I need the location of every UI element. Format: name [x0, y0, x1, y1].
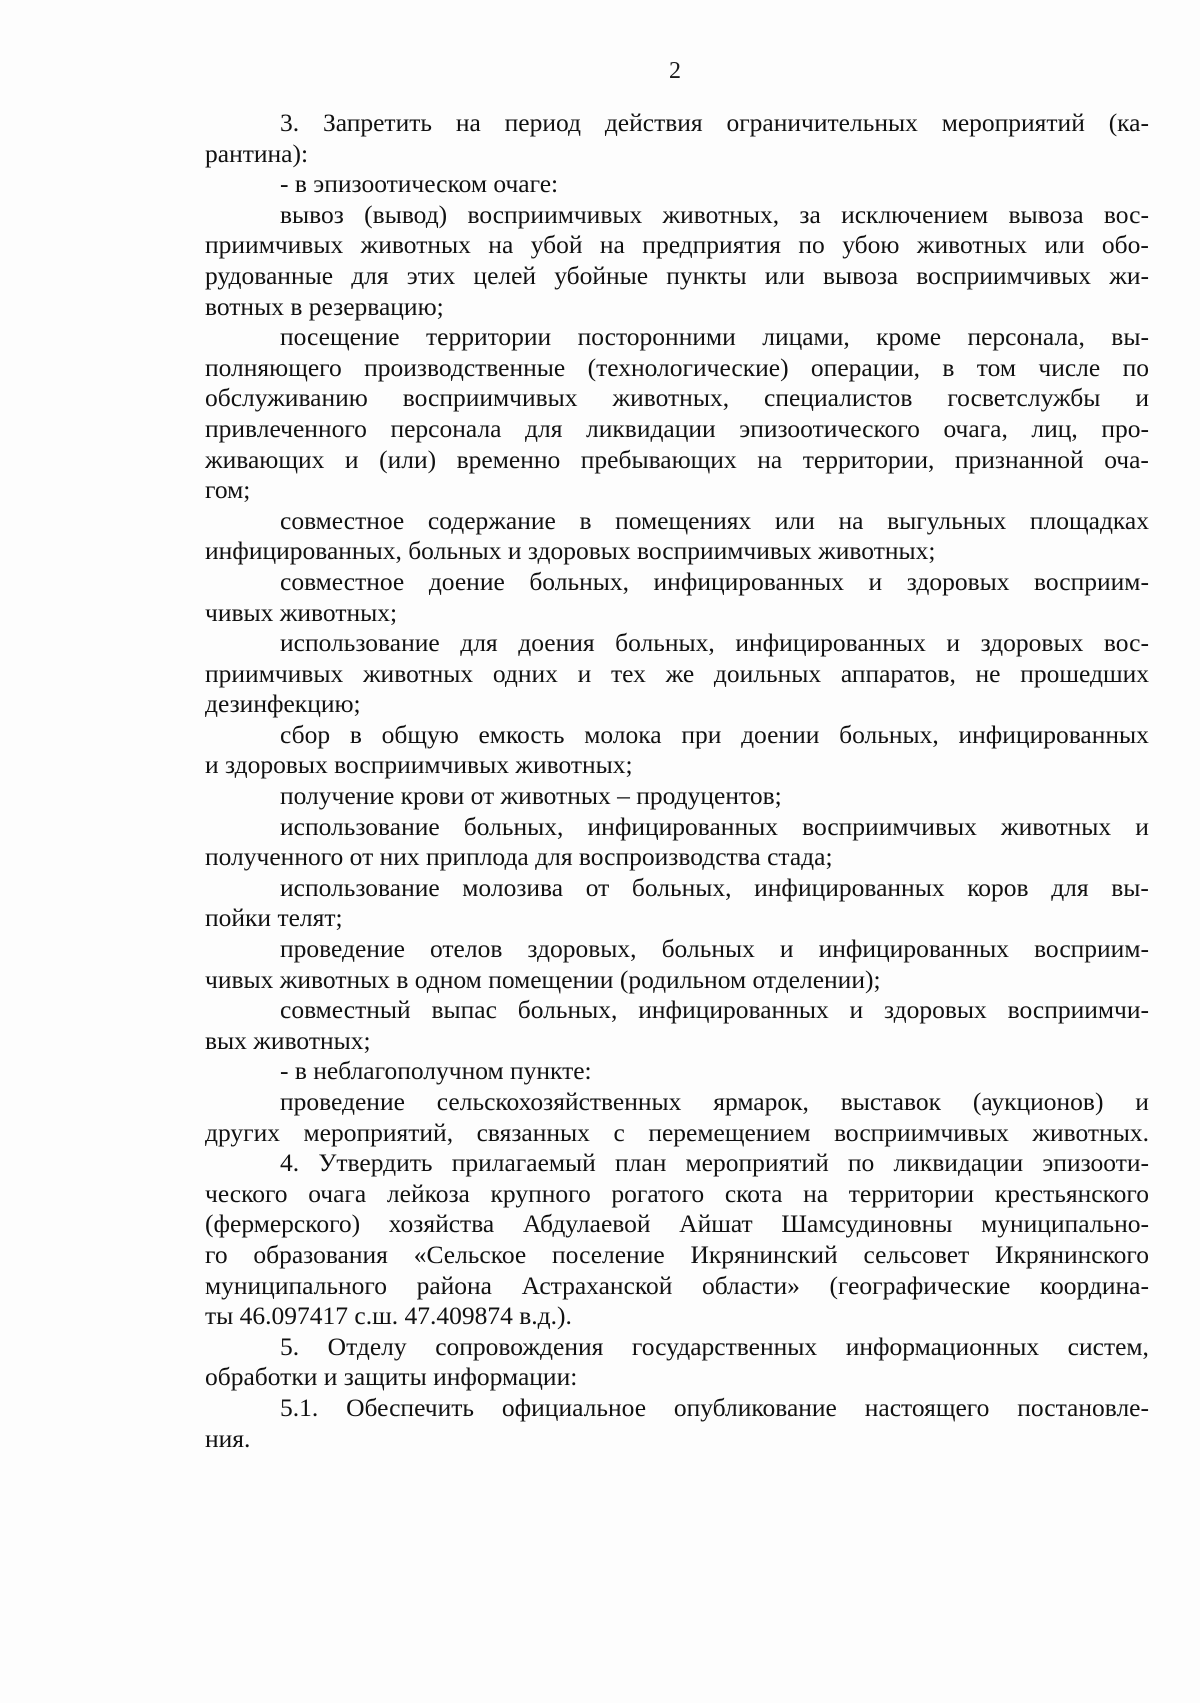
text-line: получение крови от животных – продуцентов;: [280, 781, 782, 811]
text-line: обслуживанию восприимчивых животных, специалистов госветслужбы и: [205, 383, 1149, 413]
text-line: сбор в общую емкость молока при доении больных, инфицированных: [280, 719, 1149, 749]
text-line: живающих и (или) временно пребывающих на территории, признанной оча-: [205, 444, 1149, 474]
text-line: рудованные для этих целей убойные пункты или вывоза восприимчивых жи-: [205, 260, 1149, 290]
text-line: 5.1. Обеспечить официальное опубликование настоящего постановле-: [280, 1392, 1149, 1422]
text-line: других мероприятий, связанных с перемещением восприимчивых животных.: [205, 1117, 1149, 1147]
text-line: приимчивых животных одних и тех же доильных аппаратов, не прошедших: [205, 658, 1149, 688]
document-body: [205, 108, 1149, 1454]
text-line: 4. Утвердить прилагаемый план мероприятий по ликвидации эпизооти-: [280, 1148, 1149, 1178]
text-line: ческого очага лейкоза крупного рогатого скота на территории крестьянского: [205, 1178, 1149, 1208]
text-line: использование больных, инфицированных восприимчивых животных и: [280, 811, 1149, 841]
text-line: ты 46.097417 с.ш. 47.409874 в.д.).: [205, 1301, 572, 1331]
text-line: совместное доение больных, инфицированных и здоровых восприим-: [280, 566, 1149, 596]
text-line: обработки и защиты информации:: [205, 1362, 578, 1392]
text-line: го образования «Сельское поселение Икрянинский сельсовет Икрянинского: [205, 1239, 1149, 1269]
text-line: проведение отелов здоровых, больных и инфицированных восприим-: [280, 934, 1149, 964]
text-line: использование молозива от больных, инфицированных коров для вы-: [280, 872, 1149, 902]
text-line: вывоз (вывод) восприимчивых животных, за исключением вывоза вос-: [280, 199, 1149, 229]
text-line: использование для доения больных, инфицированных и здоровых вос-: [280, 628, 1149, 658]
text-line: привлеченного персонала для ликвидации эпизоотического очага, лиц, про-: [205, 413, 1149, 443]
text-line: приимчивых животных на убой на предприятия по убою животных или обо-: [205, 230, 1149, 260]
text-line: дезинфекцию;: [205, 689, 361, 719]
text-line: - в эпизоотическом очаге:: [280, 169, 559, 199]
text-line: и здоровых восприимчивых животных;: [205, 750, 633, 780]
text-line: вых животных;: [205, 1025, 371, 1055]
page-number: 2: [669, 58, 681, 84]
text-line: полняющего производственные (технологические) операции, в том числе по: [205, 352, 1149, 382]
text-line: рантина):: [205, 138, 309, 168]
text-line: совместный выпас больных, инфицированных и здоровых восприимчи-: [280, 995, 1149, 1025]
text-line: полученного от них приплода для воспроизводства стада;: [205, 842, 833, 872]
text-line: - в неблагополучном пункте:: [280, 1056, 592, 1086]
text-line: чивых животных в одном помещении (родильном отделении);: [205, 964, 881, 994]
text-line: совместное содержание в помещениях или на выгульных площадках: [280, 505, 1149, 535]
text-line: гом;: [205, 475, 251, 505]
text-line: ния.: [205, 1423, 251, 1453]
text-line: инфицированных, больных и здоровых восприимчивых животных;: [205, 536, 936, 566]
text-line: муниципального района Астраханской области» (географические координа-: [205, 1270, 1149, 1300]
text-line: пойки телят;: [205, 903, 343, 933]
text-line: 3. Запретить на период действия ограничительных мероприятий (ка-: [280, 108, 1149, 137]
text-line: проведение сельскохозяйственных ярмарок, выставок (аукционов) и: [280, 1087, 1149, 1116]
text-line: вотных в резервацию;: [205, 291, 444, 321]
text-line: посещение территории посторонними лицами, кроме персонала, вы-: [280, 322, 1149, 352]
text-line: чивых животных;: [205, 597, 398, 627]
text-line: (фермерского) хозяйства Абдулаевой Айшат Шамсудиновны муниципально-: [205, 1209, 1149, 1239]
text-line: 5. Отделу сопровождения государственных информационных систем,: [280, 1331, 1149, 1361]
